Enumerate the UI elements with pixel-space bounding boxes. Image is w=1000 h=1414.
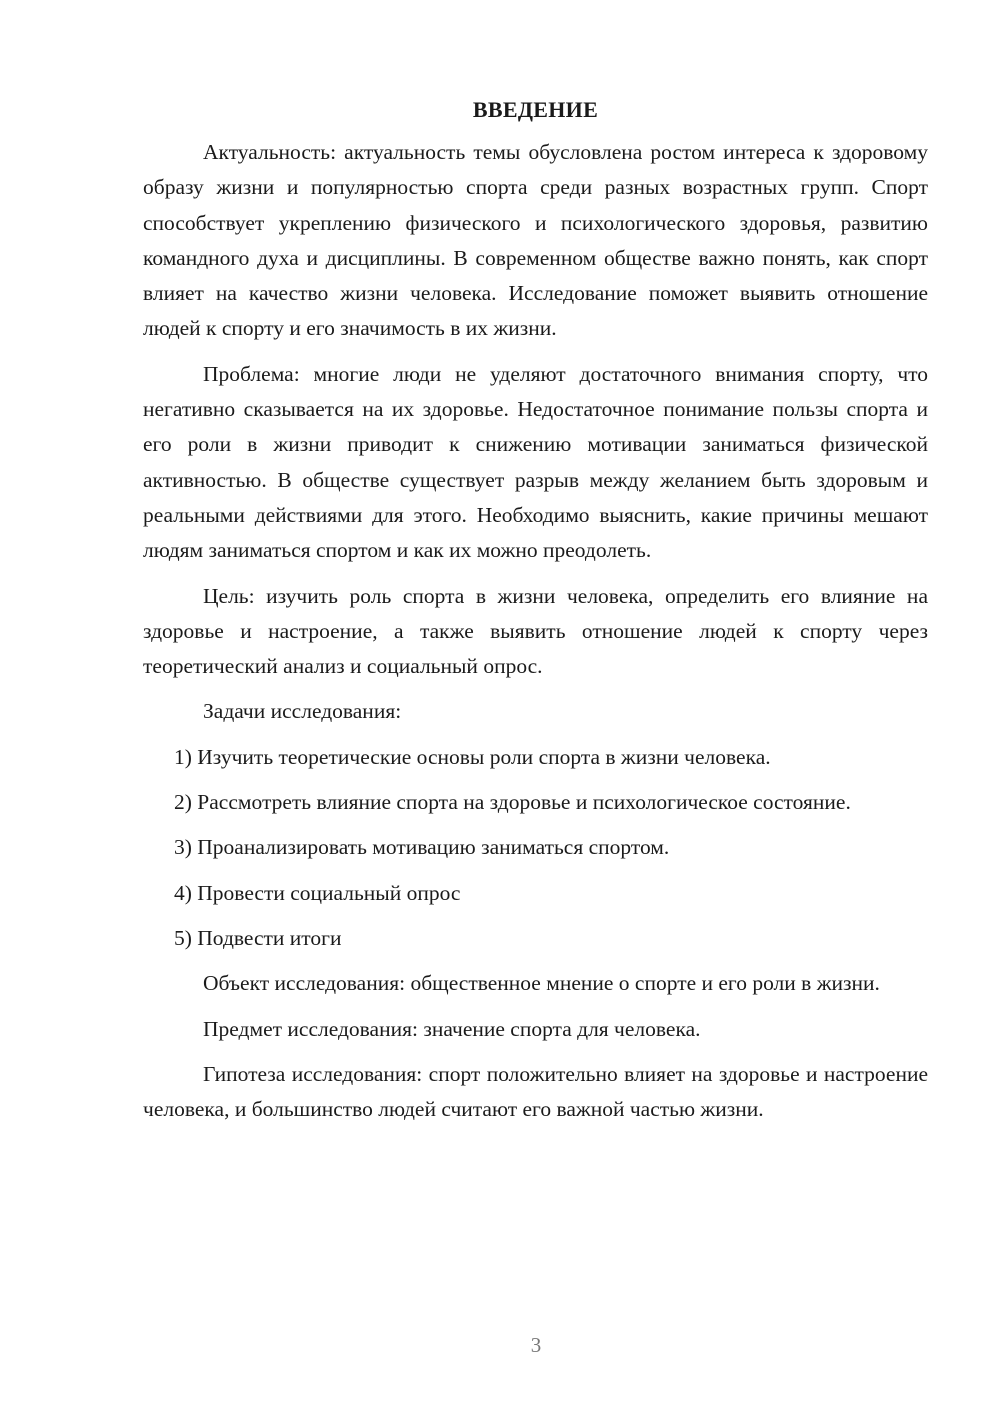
paragraph-object: Объект исследования: общественное мнение о спорте и его роли в жизни. — [203, 971, 880, 996]
paragraph-hypothesis: Гипотеза исследования: спорт положительно влияет на здоровье и настроение человека, и большинство людей считают его важной частью жизни. — [143, 1061, 928, 1122]
paragraph-problem: Проблема: многие люди не уделяют достаточного внимания спорту, что негативно сказывается на их здоровье. Недостаточное понимание пользы спорта и его роли в жизни приводит к снижению мотивации заниматься физической активностью. В обществе существует разрыв между желанием быть здоровым и реальными действиями для этого. Необходимо выяснить, какие причины мешают людям заниматься спортом и как их можно преодолеть. — [143, 361, 928, 563]
paragraph-tasks-heading: Задачи исследования: — [203, 699, 402, 724]
paragraph-goal: Цель: изучить роль спорта в жизни человека, определить его влияние на здоровье и настроение, а также выявить отношение людей к спорту через теоретический анализ и социальный опрос. — [143, 583, 928, 679]
task-item-2: 2) Рассмотреть влияние спорта на здоровье и психологическое состояние. — [174, 790, 851, 815]
task-item-4: 4) Провести социальный опрос — [174, 880, 461, 905]
paragraph-relevance: Актуальность: актуальность темы обусловлена ростом интереса к здоровому образу жизни и популярностью спорта среди разных возрастных групп. Спорт способствует укреплению физического и психологического здоровья, развитию командного духа и дисциплины. В современном обществе важно понять, как спорт влияет на качество жизни человека. Исследование поможет выявить отношение людей к спорту и его значимость в их жизни. — [143, 140, 928, 341]
task-item-1: 1) Изучить теоретические основы роли спорта в жизни человека. — [174, 744, 771, 769]
page-number: 3 — [530, 1333, 542, 1357]
task-item-5: 5) Подвести итоги — [174, 925, 342, 950]
document-page — [143, 92, 928, 1137]
section-title: ВВЕДЕНИЕ — [472, 97, 599, 122]
task-item-3: 3) Проанализировать мотивацию заниматься спортом. — [174, 835, 670, 860]
paragraph-subject: Предмет исследования: значение спорта для человека. — [203, 1016, 701, 1041]
